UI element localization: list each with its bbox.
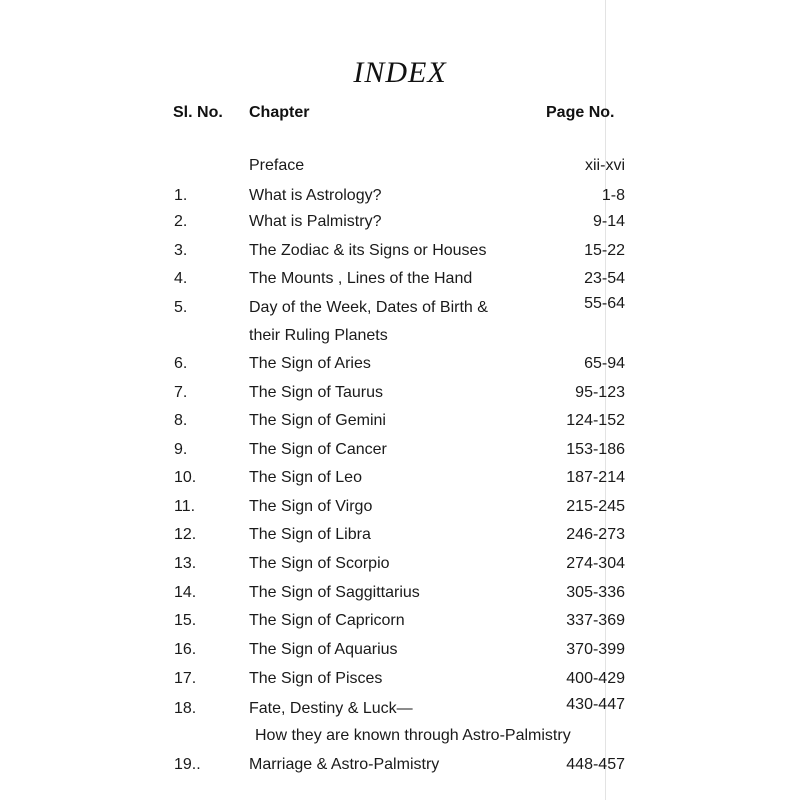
row-pages: 400-429 <box>566 670 625 687</box>
row-pages: 15-22 <box>584 242 625 259</box>
index-row <box>0 753 800 777</box>
row-number: 5. <box>174 299 188 316</box>
index-row <box>0 697 800 721</box>
row-pages: 215-245 <box>566 498 625 515</box>
row-number: 1. <box>174 187 188 204</box>
row-number: 13. <box>174 555 197 572</box>
row-number: 9. <box>174 441 188 458</box>
row-pages: xii-xvi <box>585 157 625 174</box>
index-row <box>0 581 800 605</box>
index-row <box>0 552 800 576</box>
row-number: 8. <box>174 412 188 429</box>
row-pages: 430-447 <box>566 696 625 713</box>
row-number: 15. <box>174 612 197 629</box>
row-chapter: The Sign of Pisces <box>249 670 383 687</box>
row-number: 10. <box>174 469 197 486</box>
index-row <box>0 154 800 178</box>
page-title: INDEX <box>353 56 447 89</box>
row-number: 11. <box>174 498 196 515</box>
row-number: 12. <box>174 526 197 543</box>
row-pages: 55-64 <box>584 295 625 312</box>
index-row <box>0 409 800 433</box>
row-number: 6. <box>174 355 188 372</box>
row-number: 2. <box>174 213 188 230</box>
index-row <box>0 296 800 320</box>
row-pages: 153-186 <box>566 441 625 458</box>
row-chapter: Fate, Destiny & Luck— <box>249 700 413 717</box>
row-chapter: What is Palmistry? <box>249 213 382 230</box>
row-pages: 274-304 <box>566 555 625 572</box>
index-row-continuation <box>0 724 800 748</box>
row-chapter: What is Astrology? <box>249 187 382 204</box>
row-pages: 337-369 <box>566 612 625 629</box>
row-chapter: The Sign of Saggittarius <box>249 584 420 601</box>
index-row <box>0 466 800 490</box>
index-row-continuation <box>0 324 800 348</box>
row-chapter: The Sign of Capricorn <box>249 612 405 629</box>
index-row <box>0 267 800 291</box>
row-chapter: The Mounts , Lines of the Hand <box>249 270 473 287</box>
row-number: 3. <box>174 242 188 259</box>
row-chapter: The Sign of Gemini <box>249 412 386 429</box>
row-chapter: Marriage & Astro-Palmistry <box>249 756 440 773</box>
header-page-no: Page No. <box>546 104 615 121</box>
row-chapter: The Sign of Taurus <box>249 384 384 401</box>
header-sl-no: Sl. No. <box>173 104 223 121</box>
row-number: 7. <box>174 384 188 401</box>
row-chapter: their Ruling Planets <box>249 327 388 344</box>
row-pages: 246-273 <box>566 526 625 543</box>
row-chapter: The Sign of Aquarius <box>249 641 398 658</box>
row-pages: 65-94 <box>584 355 625 372</box>
index-row <box>0 239 800 263</box>
row-number: 14. <box>174 584 197 601</box>
row-number: 19.. <box>174 756 201 773</box>
index-row <box>0 381 800 405</box>
row-chapter: The Zodiac & its Signs or Houses <box>249 242 487 259</box>
row-pages: 95-123 <box>575 384 625 401</box>
row-chapter: The Sign of Leo <box>249 469 362 486</box>
index-row <box>0 352 800 376</box>
index-row <box>0 638 800 662</box>
row-pages: 448-457 <box>566 756 625 773</box>
header-chapter: Chapter <box>249 104 310 121</box>
row-pages: 187-214 <box>566 469 625 486</box>
row-pages: 1-8 <box>601 187 625 204</box>
row-number: 18. <box>174 700 197 717</box>
row-chapter: How they are known through Astro-Palmistry <box>255 727 571 744</box>
row-chapter: The Sign of Virgo <box>249 498 373 515</box>
row-pages: 23-54 <box>584 270 625 287</box>
row-chapter: The Sign of Cancer <box>249 441 387 458</box>
index-row <box>0 210 800 234</box>
index-row <box>0 495 800 519</box>
row-pages: 305-336 <box>566 584 625 601</box>
row-pages: 370-399 <box>566 641 625 658</box>
row-pages: 9-14 <box>592 213 625 230</box>
index-row <box>0 438 800 462</box>
index-row <box>0 667 800 691</box>
index-row <box>0 184 800 208</box>
row-number: 16. <box>174 641 197 658</box>
row-number: 17. <box>174 670 197 687</box>
row-chapter: The Sign of Scorpio <box>249 555 390 572</box>
row-pages: 124-152 <box>566 412 625 429</box>
row-chapter: Day of the Week, Dates of Birth & <box>249 299 488 316</box>
row-chapter: The Sign of Libra <box>249 526 371 543</box>
row-number: 4. <box>174 270 188 287</box>
index-row <box>0 609 800 633</box>
row-chapter: The Sign of Aries <box>249 355 371 372</box>
row-chapter: Preface <box>249 157 305 174</box>
index-row <box>0 523 800 547</box>
